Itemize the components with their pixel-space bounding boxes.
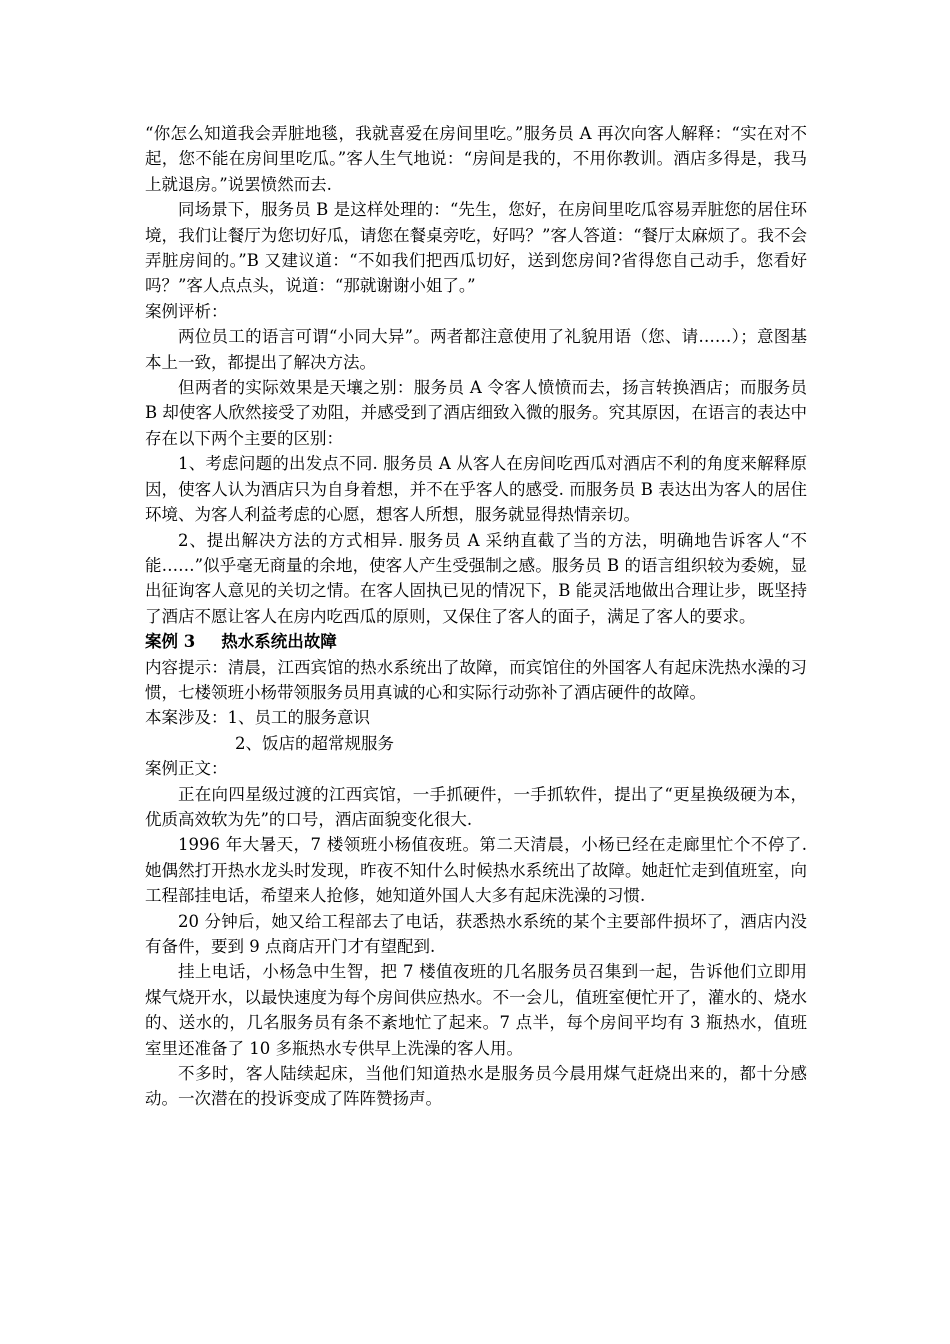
paragraph: 不多时，客人陆续起床，当他们知道热水是服务员今晨用煤气赶烧出来的，都十分感动。一次潜在的投诉变成了阵阵赞扬声。 bbox=[145, 1064, 807, 1109]
paragraph: 两位员工的语言可谓“小同大异”。两者都注意使用了礼貌用语（您、请……）；意图基本上一致，都提出了解决方法。 bbox=[145, 327, 807, 372]
case-involves-1: 本案涉及：1、员工的服务意识 bbox=[145, 708, 370, 728]
paragraph-point-1: 1、考虑问题的出发点不同. 服务员 A 从客人在房间吃西瓜对酒店不利的角度来解释原因，使客人认为酒店只为自身着想，并不在乎客人的感受. 而服务员 B 表达出为客人的居住环境、为客人利益考虑的心愿，想客人所想，服务就显得热情亲切。 bbox=[145, 454, 807, 525]
document-page bbox=[145, 121, 807, 1112]
paragraph: 挂上电话，小杨急中生智，把 7 楼值夜班的几名服务员召集到一起，告诉他们立即用煤气烧开水，以最快速度为每个房间供应热水。不一会儿，值班室便忙开了，灌水的、烧水的、送水的，几名服务员有条不紊地忙了起来。7 点半，每个房间平均有 3 瓶热水，值班室里还准备了 10 多瓶热水专供早上洗澡的客人用。 bbox=[145, 962, 807, 1058]
paragraph: 同场景下，服务员 B 是这样处理的：“先生，您好，在房间里吃瓜容易弄脏您的居住环境，我们让餐厅为您切好瓜，请您在餐桌旁吃，好吗？”客人答道：“餐厅太麻烦了。我不会弄脏房间的。”B 又建议道：“不如我们把西瓜切好，送到您房间?省得您自己动手，您看好吗？”客人点点头，说道：“那就谢谢小姐了。” bbox=[145, 200, 807, 296]
paragraph: 20 分钟后，她又给工程部去了电话，获悉热水系统的某个主要部件损坏了，酒店内没有备件，要到 9 点商店开门才有望配到. bbox=[145, 911, 807, 956]
paragraph-point-2: 2、提出解决方法的方式相异. 服务员 A 采纳直截了当的方法，明确地告诉客人“不能……”似乎毫无商量的余地，使客人产生受强制之感。服务员 B 的语言组织较为委婉，显出征询客人意见的关切之情。在客人固执已见的情况下，B 能灵活地做出合理让步，既坚持了酒店不愿让客人在房内吃西瓜的原则，又保住了客人的面子，满足了客人的要求。 bbox=[145, 530, 807, 626]
paragraph: 但两者的实际效果是天壤之别：服务员 A 令客人愤愤而去，扬言转换酒店；而服务员 B 却使客人欣然接受了劝阻，并感受到了酒店细致入微的服务。究其原因，在语言的表达中存在以下两个主要的区别： bbox=[145, 378, 807, 448]
case-heading bbox=[145, 629, 807, 654]
case-title: 热水系统出故障 bbox=[221, 632, 337, 652]
case-involves-2: 2、饭店的超常规服务 bbox=[235, 733, 394, 753]
paragraph: “你怎么知道我会弄脏地毯，我就喜爱在房间里吃。”服务员 A 再次向客人解释：“实在对不起，您不能在房间里吃瓜。”客人生气地说：“房间是我的，不用你教训。酒店多得是，我马上就退房。”说罢愤然而去. bbox=[145, 124, 807, 194]
paragraph: 正在向四星级过渡的江西宾馆，一手抓硬件，一手抓软件，提出了“更星换级硬为本，优质高效软为先”的口号，酒店面貌变化很大. bbox=[145, 784, 807, 829]
section-label-body: 案例正文： bbox=[145, 759, 228, 779]
content-hint: 内容提示：清晨，江西宾馆的热水系统出了故障，而宾馆住的外国客人有起床洗热水澡的习惯，七楼领班小杨带领服务员用真诚的心和实际行动弥补了酒店硬件的故障。 bbox=[145, 657, 807, 702]
section-label-analysis: 案例评析： bbox=[145, 301, 228, 321]
case-number: 案例 3 bbox=[145, 632, 196, 652]
paragraph: 1996 年大暑天，7 楼领班小杨值夜班。第二天清晨，小杨已经在走廊里忙个不停了. 她偶然打开热水龙头时发现，昨夜不知什么时候热水系统出了故障。她赶忙走到值班室，向工程部挂电话，希望来人抢修，她知道外国人大多有起床洗澡的习惯. bbox=[145, 835, 807, 906]
